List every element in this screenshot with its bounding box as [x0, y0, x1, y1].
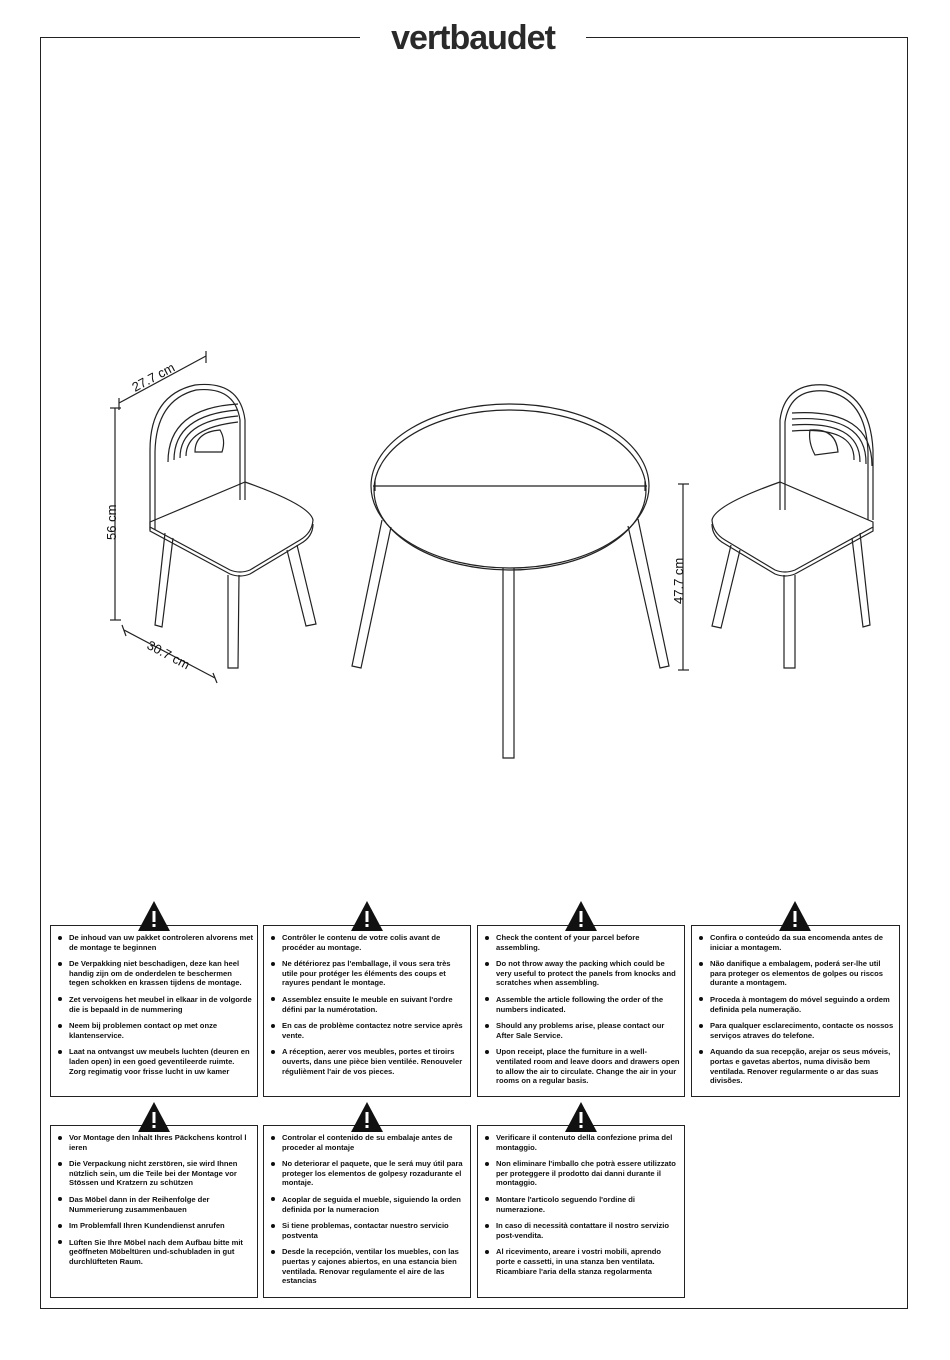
notice-item: Lüften Sie Ihre Möbel nach dem Aufbau bitte mit geöffneten Möbeltüren und-schubladen in gut durchlüfteten Raum. — [57, 1238, 253, 1267]
notice-item: Ne détériorez pas l'emballage, il vous sera très utile pour protéger les éléments des coups et rayures pendant le montage. — [270, 959, 466, 988]
notice-item: Aquando da sua recepção, arejar os seus móveis, portas e gavetas abertos, numa divisão bem ventilada. Renover regularmente o ar das suas divisões. — [698, 1047, 895, 1085]
notice-item: Al ricevimento, areare i vostri mobili, aprendo porte e cassetti, in una stanza ben ventilata. Ricambiare l'aria della stanza regolarmenta — [484, 1247, 680, 1276]
warning-triangle-icon — [778, 900, 812, 932]
right-chair — [712, 385, 873, 668]
notice-item: Neem bij problemen contact op met onze klantenservice. — [57, 1021, 253, 1040]
notice-item: Assemblez ensuite le meuble en suivant l'ordre défini par la numérotation. — [270, 995, 466, 1014]
notice-item: Upon receipt, place the furniture in a well-ventilated room and leave doors and drawers open to allow the air to circulate. Change the air in your rooms on a regular basis. — [484, 1047, 680, 1085]
round-table — [352, 404, 689, 758]
notice-fr — [263, 925, 471, 1097]
notice-item: Para qualquer esclarecimento, contacte os nossos serviços atraves do telefone. — [698, 1021, 895, 1040]
warning-triangle-icon — [564, 900, 598, 932]
notice-item: In caso di necessità contattare il nostro servizio post-vendita. — [484, 1221, 680, 1240]
notice-item: Desde la recepción, ventilar los muebles, con las puertas y cajones abiertos, en una estancia bien ventilada. Renovar regulamente el aire de las estancias — [270, 1247, 466, 1285]
chair-depth-label: 27.7 cm — [129, 359, 178, 395]
notice-item: Contrôler le contenu de votre colis avant de procéder au montage. — [270, 933, 466, 952]
notice-item: Check the content of your parcel before assembling. — [484, 933, 680, 952]
table-height-label: 47.7 cm — [671, 557, 686, 604]
notice-item: Controlar el contenido de su embalaje antes de proceder al montaje — [270, 1133, 466, 1152]
notice-item: De Verpakking niet beschadigen, deze kan heel handig zijn om de onderdelen te beschermen tegen schokken en krassen tijdens de montage. — [57, 959, 253, 988]
notice-item: Acoplar de seguida el mueble, siguiendo la orden definida por la numeracion — [270, 1195, 466, 1214]
warning-triangle-icon — [350, 1101, 384, 1133]
notice-item: Não danifique a embalagem, poderá ser-lhe util para proteger os elementos de golpes ou riscos durante a montagem. — [698, 959, 895, 988]
notice-item: A réception, aerer vos meubles, portes et tiroirs ouverts, dans une pièce bien ventilée. Renouveler régulièment l'air de vos pieces. — [270, 1047, 466, 1076]
notice-item: Do not throw away the packing which could be very useful to protect the panels from knocks and scratches when assembling. — [484, 959, 680, 988]
notice-item: Verificare il contenuto della confezione prima del montaggio. — [484, 1133, 680, 1152]
notice-item: Confira o conteúdo da sua encomenda antes de iniciar a montagem. — [698, 933, 895, 952]
notice-item: Montare l'articolo seguendo l'ordine di numerazione. — [484, 1195, 680, 1214]
warning-triangle-icon — [350, 900, 384, 932]
notice-item: Assemble the article following the order of the numbers indicated. — [484, 995, 680, 1014]
warning-triangle-icon — [137, 1101, 171, 1133]
notice-item: Im Problemfall Ihren Kundendienst anrufen — [57, 1221, 253, 1231]
notice-item: Das Möbel dann in der Reihenfolge der Nummerierung zusammenbauen — [57, 1195, 253, 1214]
notice-de — [50, 1125, 258, 1298]
notice-item: No deteriorar el paquete, que le será muy útil para proteger los elementos de golpesy rozadurante el montaje. — [270, 1159, 466, 1188]
brand-logo: vertbaudet — [360, 18, 586, 58]
notice-pt — [691, 925, 900, 1097]
left-chair — [110, 351, 316, 683]
notice-nl — [50, 925, 258, 1097]
notice-item: Vor Montage den Inhalt Ihres Päckchens kontrol l ieren — [57, 1133, 253, 1152]
notice-item: Zet vervoigens het meubel in elkaar in de volgorde die is bepaald in de nummering — [57, 995, 253, 1014]
warning-triangle-icon — [137, 900, 171, 932]
notice-item: Laat na ontvangst uw meubels luchten (deuren en laden open) in een goed geventileerde ruimte. Zorg regimatig voor frisse lucht in uw kamer — [57, 1047, 253, 1076]
warning-triangle-icon — [564, 1101, 598, 1133]
notice-item: En cas de problème contactez notre service après vente. — [270, 1021, 466, 1040]
notice-item: De inhoud van uw pakket controleren alvorens met de montage te beginnen — [57, 933, 253, 952]
notice-item: Proceda à montagem do móvel seguindo a ordem definida pela numeração. — [698, 995, 895, 1014]
notice-it — [477, 1125, 685, 1298]
chair-width-label: 30.7 cm — [144, 637, 193, 673]
chair-height-label: 56 cm — [104, 504, 119, 540]
notice-item: Die Verpackung nicht zerstören, sie wird Ihnen nützlich sein, um die Teile bei der Montage vor Stössen und Kratzern zu schützen — [57, 1159, 253, 1188]
notice-en — [477, 925, 685, 1097]
notice-item: Si tiene problemas, contactar nuestro servicio postventa — [270, 1221, 466, 1240]
notice-item: Non eliminare l'imballo che potrà essere utilizzato per proteggere il prodotto dai danni durante il montaggio. — [484, 1159, 680, 1188]
notice-es — [263, 1125, 471, 1298]
notice-item: Should any problems arise, please contact our After Sale Service. — [484, 1021, 680, 1040]
